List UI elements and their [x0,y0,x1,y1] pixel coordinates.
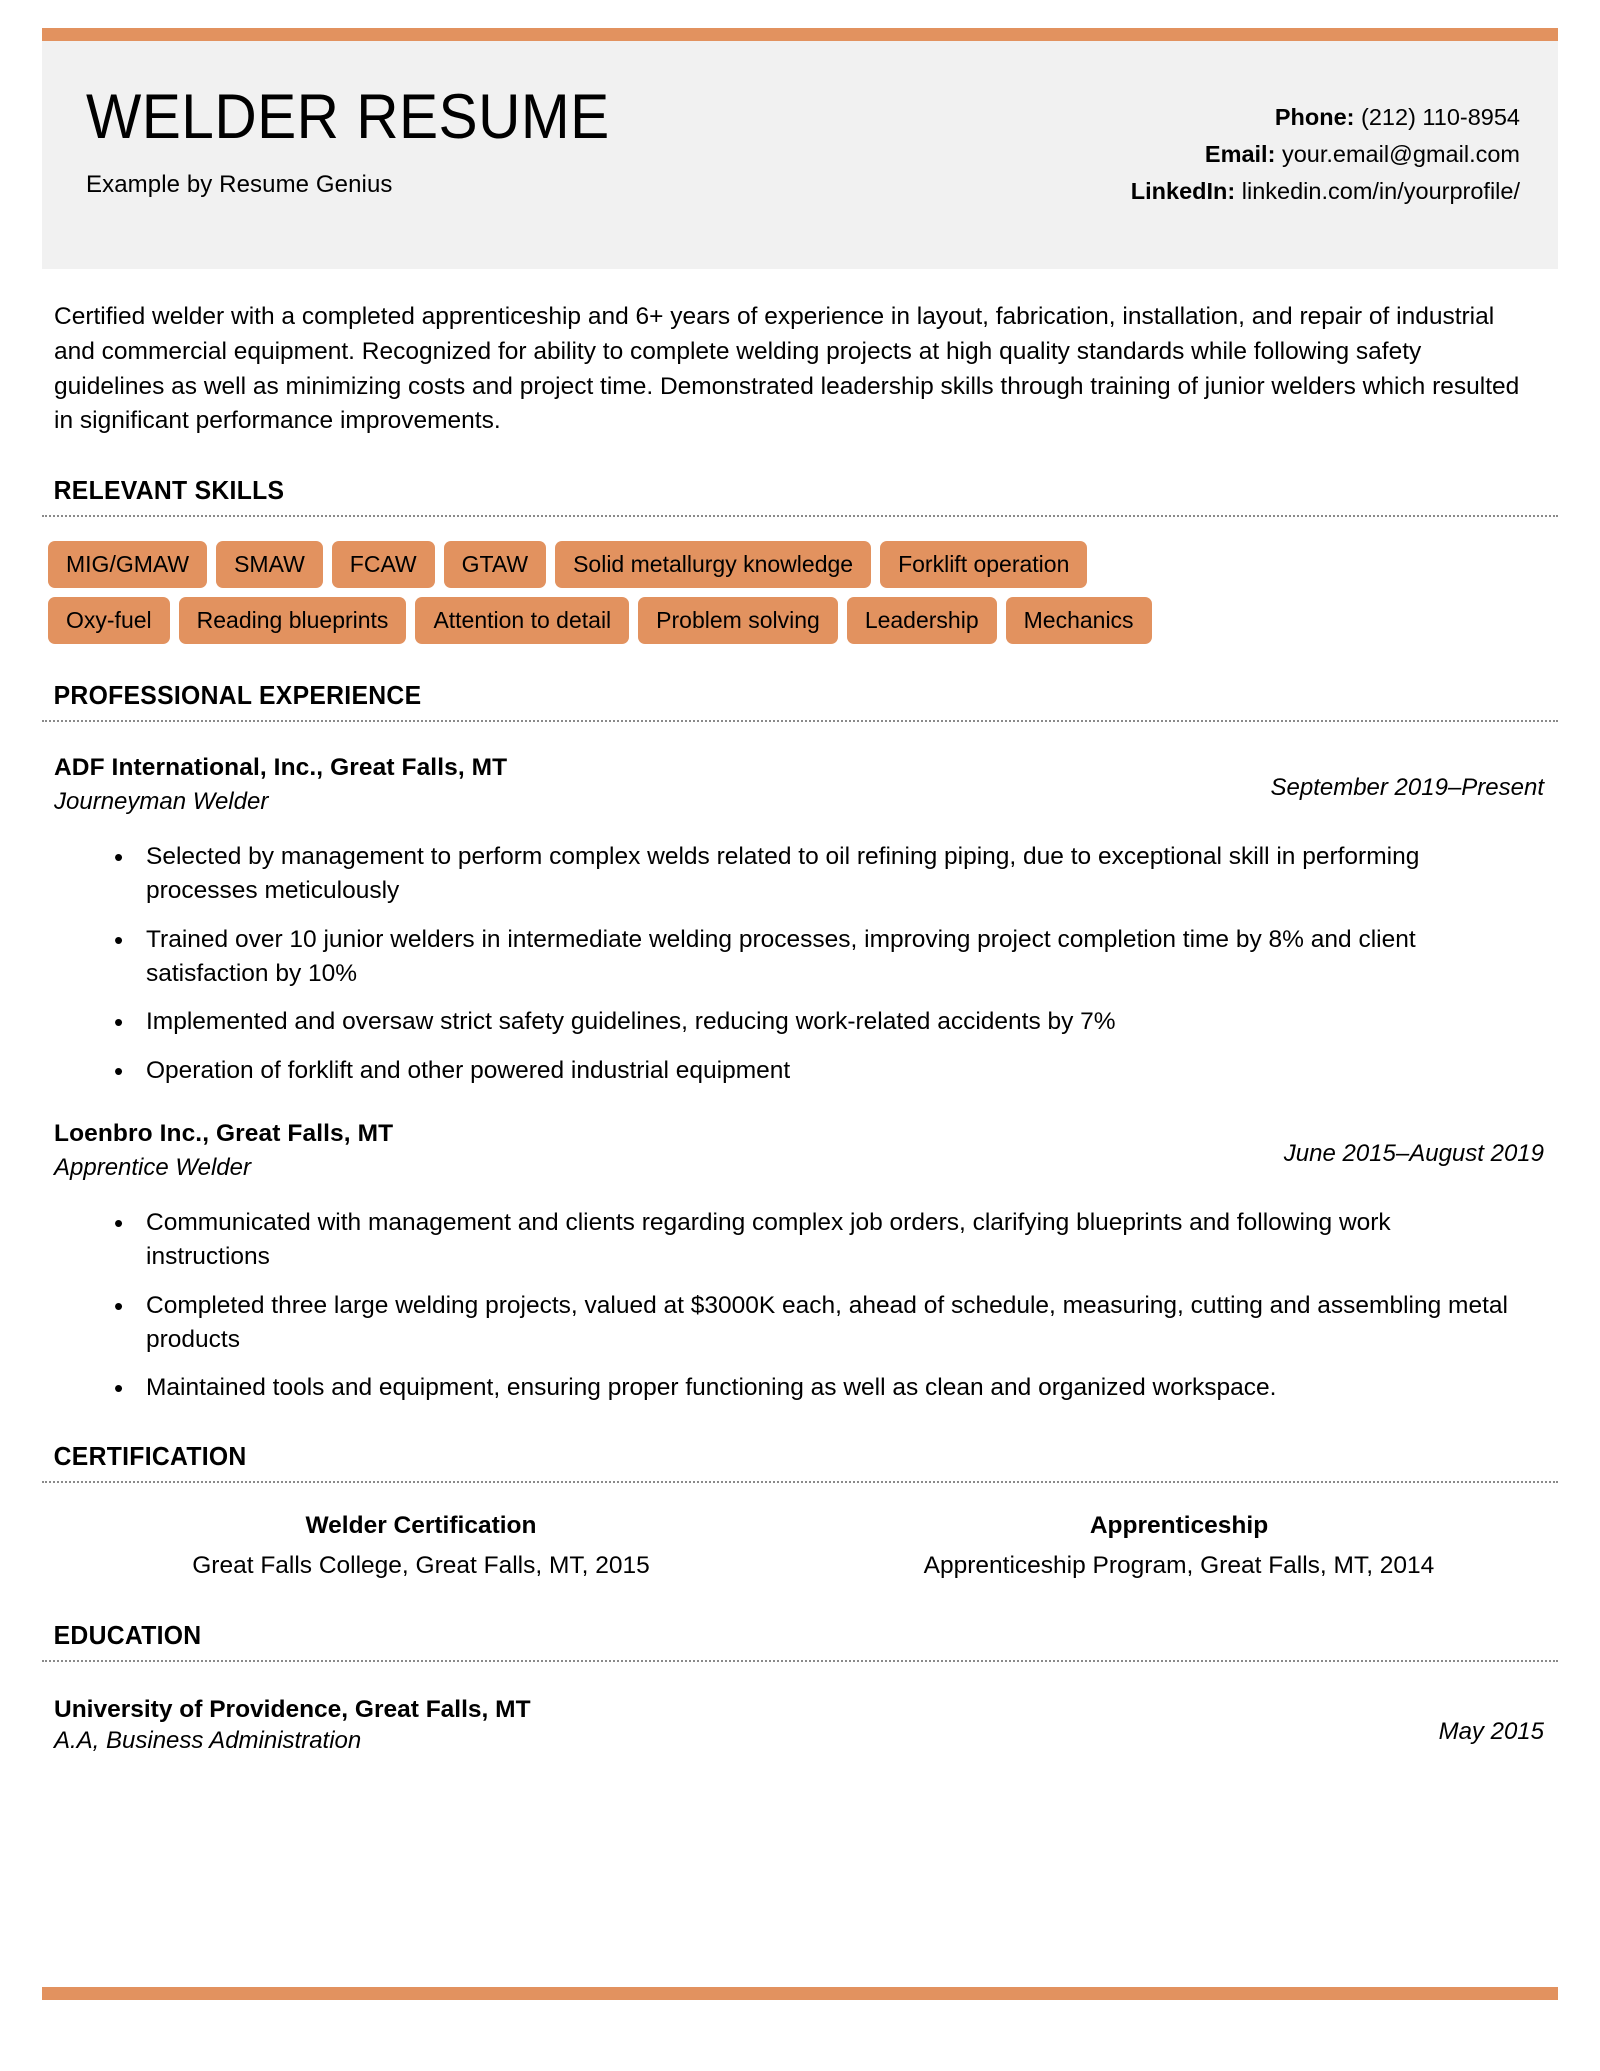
degree-name: A.A, Business Administration [54,1726,362,1754]
contact-linkedin-label: LinkedIn: [1130,177,1236,204]
certification-list [42,1509,1558,1584]
skill-pill: Reading blueprints [179,597,407,644]
employment-dates: September 2019–Present [1270,774,1544,802]
section-title-skills: RELEVANT SKILLS [53,477,285,506]
list-item: • Implemented and oversaw strict safety guidelines, reducing work-related accidents by 7% [108,1005,1550,1039]
skill-pill: Oxy-fuel [48,597,170,644]
list-item: • Communicated with management and clients regarding complex job orders, clarifying blueprints and following work instructions [108,1206,1550,1275]
skill-pill: SMAW [216,541,323,588]
certification-detail: Apprenticeship Program, Great Falls, MT, 2014 [923,1552,1435,1580]
skill-pill: FCAW [332,541,435,588]
contact-linkedin-value: linkedin.com/in/yourprofile/ [1235,177,1520,204]
contact-block [1131,41,1558,210]
section-professional-experience [42,682,1558,1405]
experience-entry [42,752,1558,1088]
skill-pill: MIG/GMAW [48,541,207,588]
education-entry [42,1696,1558,1755]
certification-entry [42,1509,800,1584]
certification-entry [800,1509,1558,1584]
contact-phone [1131,99,1520,136]
section-title-experience: PROFESSIONAL EXPERIENCE [53,682,422,711]
skill-pill: Solid metallurgy knowledge [555,541,871,588]
skill-pill: Leadership [847,597,997,644]
certification-name: Welder Certification [305,1512,537,1540]
list-item: • Selected by management to perform complex welds related to oil refining piping, due to exceptional skill in performing processes meticulously [108,840,1550,909]
skill-pill: Problem solving [638,597,838,644]
section-education [42,1622,1558,1755]
education-entry-identity [54,1696,531,1755]
skills-row [48,597,1552,644]
section-relevant-skills [42,477,1558,644]
experience-entry-header [54,752,1550,818]
experience-entry [42,1118,1558,1405]
experience-entry-header [54,1118,1550,1184]
list-item: • Completed three large welding projects, valued at $3000K each, ahead of schedule, measuring, cutting and assembling metal products [108,1289,1550,1358]
experience-bullets [54,1206,1550,1405]
list-item: • Maintained tools and equipment, ensuring proper functioning as well as clean and organized workspace. [108,1371,1550,1405]
contact-linkedin [1131,173,1520,210]
skill-pill: Forklift operation [880,541,1087,588]
skill-pill: GTAW [444,541,546,588]
experience-entry-identity [54,752,507,818]
page-title: WELDER RESUME [86,82,610,152]
bottom-accent-bar [42,1987,1558,2000]
list-item: • Trained over 10 junior welders in intermediate welding processes, improving project completion time by 8% and client satisfaction by 10% [108,923,1550,992]
list-item: • Operation of forklift and other powered industrial equipment [108,1054,1550,1088]
certification-detail: Great Falls College, Great Falls, MT, 2015 [192,1552,650,1580]
professional-summary: Certified welder with a completed apprenticeship and 6+ years of experience in layout, fabrication, installation, and repair of industrial and commercial equipment. Recognized for ability to complete welding projects at high quality standards while following safety guidelines as well as minimizing costs and project time. Demonstrated leadership skills through training of junior welders which resulted in significant performance improvements. [54,303,1520,435]
graduation-date: May 2015 [1438,1717,1544,1745]
skill-pill: Mechanics [1006,597,1152,644]
section-divider [42,515,1558,517]
contact-phone-label: Phone: [1274,104,1355,130]
section-divider [42,720,1558,722]
header-identity [42,41,649,199]
experience-bullets [54,840,1550,1088]
contact-email-value: your.email@gmail.com [1275,140,1520,167]
section-certification [42,1443,1558,1584]
resume-body [42,300,1558,1755]
contact-phone-value: (212) 110-8954 [1354,104,1520,130]
employer-name: Loenbro Inc., Great Falls, MT [54,1119,394,1147]
skill-pill: Attention to detail [415,597,629,644]
contact-email [1131,136,1520,173]
section-title-certification: CERTIFICATION [53,1443,247,1472]
skills-row [48,541,1552,588]
section-divider [42,1660,1558,1662]
top-accent-bar [42,28,1558,41]
job-title: Journeyman Welder [54,788,269,816]
experience-entry-identity [54,1118,393,1184]
employment-dates: June 2015–August 2019 [1283,1139,1544,1167]
contact-email-label: Email: [1204,140,1276,167]
certification-name: Apprenticeship [1089,1512,1269,1540]
section-title-education: EDUCATION [53,1621,202,1650]
job-title: Apprentice Welder [54,1154,251,1182]
employer-name: ADF International, Inc., Great Falls, MT [54,754,508,782]
resume-header [42,41,1558,269]
resume-subtitle: Example by Resume Genius [86,171,393,199]
section-divider [42,1481,1558,1483]
school-name: University of Providence, Great Falls, MT [54,1695,531,1723]
skills-list [42,541,1558,644]
